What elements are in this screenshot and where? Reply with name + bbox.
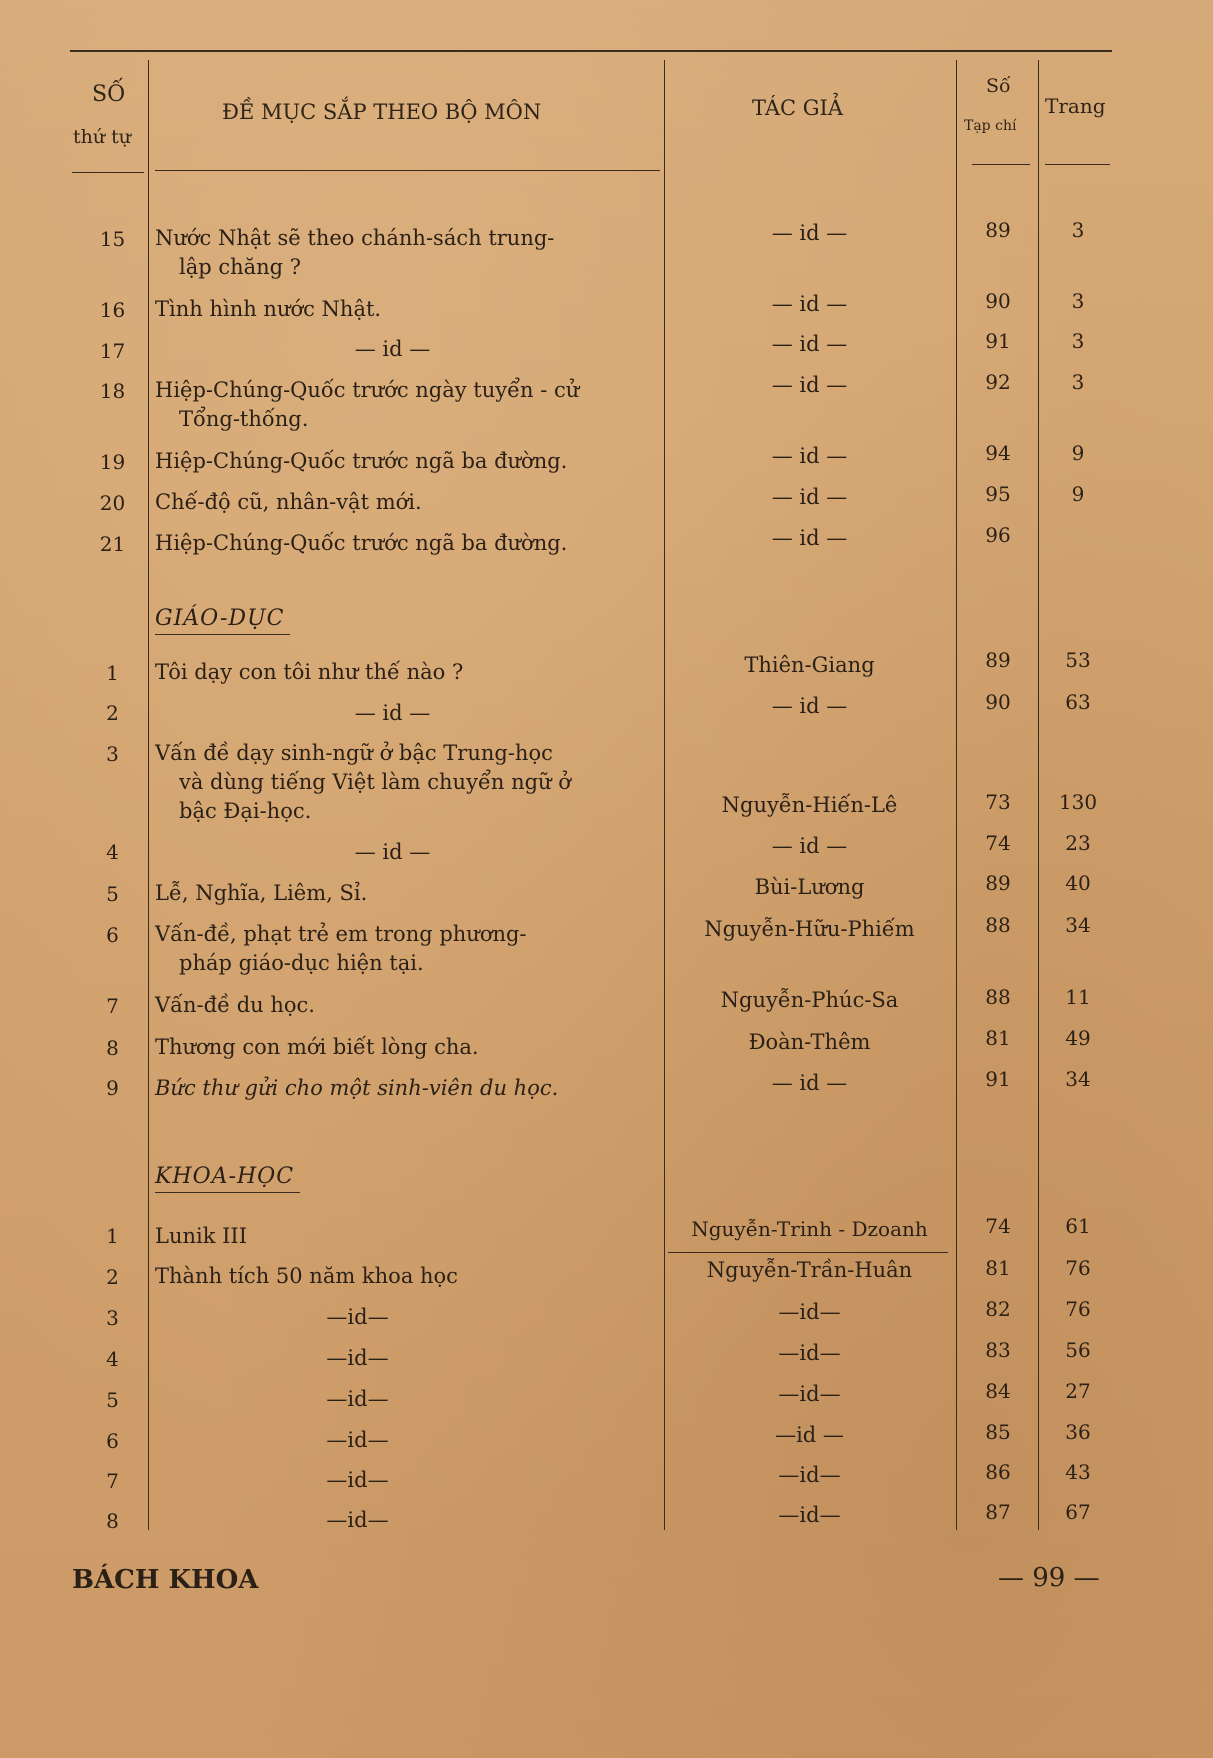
row-issue: 74 bbox=[985, 831, 1011, 855]
row-title: Hiệp-Chúng-Quốc trước ngã ba đường. bbox=[155, 531, 568, 555]
row-page: 63 bbox=[1065, 690, 1091, 714]
header-so: SỐ bbox=[92, 82, 126, 107]
row-page: 36 bbox=[1065, 1420, 1091, 1444]
row-issue: 73 bbox=[985, 790, 1011, 814]
row-title-line1: Hiệp-Chúng-Quốc trước ngày tuyển - cử bbox=[155, 378, 580, 402]
row-issue: 81 bbox=[985, 1026, 1011, 1050]
row-number: 6 bbox=[106, 923, 119, 947]
row-title bbox=[155, 739, 660, 826]
row-title-line2: Tổng-thống. bbox=[179, 407, 309, 431]
row-page: 3 bbox=[1071, 289, 1085, 313]
row-issue: 84 bbox=[985, 1379, 1011, 1403]
row-title-line2: và dùng tiếng Việt làm chuyển ngữ ở bbox=[179, 770, 571, 794]
row-number: 8 bbox=[106, 1509, 119, 1533]
row-issue: 88 bbox=[985, 913, 1011, 937]
row-issue: 87 bbox=[985, 1500, 1011, 1524]
row-author: — id — bbox=[771, 1071, 848, 1095]
row-page: 130 bbox=[1058, 790, 1098, 814]
row-author: Nguyễn-Trần-Huân bbox=[706, 1258, 913, 1282]
row-author: Nguyễn-Phúc-Sa bbox=[720, 988, 899, 1012]
row-page: 3 bbox=[1071, 218, 1085, 242]
row-issue: 89 bbox=[985, 648, 1011, 672]
header-tap-chi: Tạp chí bbox=[964, 118, 1017, 134]
row-number: 15 bbox=[99, 227, 126, 251]
row-title-line1: Vấn đề dạy sinh-ngữ ở bậc Trung-học bbox=[155, 741, 553, 765]
section-heading-giao-duc: GIÁO-DỤC bbox=[155, 604, 290, 635]
row-number: 9 bbox=[106, 1076, 119, 1100]
row-title: —id— bbox=[326, 1468, 389, 1492]
row-title: — id — bbox=[354, 701, 431, 725]
row-number: 4 bbox=[106, 1347, 119, 1371]
row-title: —id— bbox=[326, 1428, 389, 1452]
row-page: 61 bbox=[1065, 1214, 1091, 1238]
row-author: Nguyễn-Hữu-Phiếm bbox=[704, 917, 915, 941]
row-number: 19 bbox=[99, 450, 126, 474]
row-issue: 90 bbox=[985, 289, 1011, 313]
row-author: Nguyễn-Trinh - Dzoanh bbox=[691, 1217, 928, 1241]
row-title: Hiệp-Chúng-Quốc trước ngã ba đường. bbox=[155, 449, 568, 473]
row-author: —id— bbox=[778, 1300, 841, 1324]
row-page: 34 bbox=[1065, 913, 1091, 937]
column-divider-issue bbox=[1038, 60, 1039, 1530]
header-de-muc: ĐỀ MỤC SẮP THEO BỘ MÔN bbox=[222, 100, 542, 124]
header-rule-page bbox=[1045, 164, 1110, 165]
row-number: 3 bbox=[106, 1306, 119, 1330]
row-title: Tình hình nước Nhật. bbox=[155, 297, 382, 321]
row-number: 18 bbox=[99, 379, 126, 403]
row-number: 2 bbox=[106, 1265, 119, 1289]
row-issue: 94 bbox=[985, 441, 1011, 465]
row-title: — id — bbox=[354, 337, 431, 361]
row-title: — id — bbox=[354, 840, 431, 864]
section-heading-khoa-hoc: KHOA-HỌC bbox=[155, 1162, 300, 1193]
header-rule-no bbox=[72, 172, 144, 173]
header-rule-title bbox=[155, 170, 660, 171]
row-issue: 92 bbox=[985, 370, 1011, 394]
row-author: Thiên-Giang bbox=[744, 653, 875, 677]
row-author: — id — bbox=[771, 526, 848, 550]
row-number: 5 bbox=[106, 882, 119, 906]
row-issue: 89 bbox=[985, 871, 1011, 895]
row-page: 67 bbox=[1065, 1500, 1091, 1524]
row-title: —id— bbox=[326, 1346, 389, 1370]
column-divider-no bbox=[148, 60, 149, 1530]
row-title: Lunik III bbox=[155, 1224, 247, 1248]
footer-publication: BÁCH KHOA bbox=[72, 1565, 259, 1595]
row-number: 3 bbox=[106, 742, 119, 766]
row-number: 8 bbox=[106, 1036, 119, 1060]
header-rule-issue bbox=[972, 164, 1030, 165]
row-page: 49 bbox=[1065, 1026, 1091, 1050]
row-page: 11 bbox=[1065, 985, 1091, 1009]
row-issue: 74 bbox=[985, 1214, 1011, 1238]
row-author: —id— bbox=[778, 1341, 841, 1365]
row-title-line2: pháp giáo-dục hiện tại. bbox=[179, 951, 424, 975]
row-page: 40 bbox=[1065, 871, 1091, 895]
row-author: —id— bbox=[778, 1503, 841, 1527]
row-issue: 95 bbox=[985, 482, 1011, 506]
row-issue: 83 bbox=[985, 1338, 1011, 1362]
row-page: 53 bbox=[1065, 648, 1091, 672]
author-underline bbox=[668, 1252, 948, 1253]
row-title: —id— bbox=[326, 1508, 389, 1532]
row-title bbox=[155, 224, 660, 282]
row-issue: 96 bbox=[985, 523, 1011, 547]
row-page: 76 bbox=[1065, 1256, 1091, 1280]
header-so-tap-chi: Số bbox=[986, 75, 1011, 97]
row-issue: 86 bbox=[985, 1460, 1011, 1484]
row-page: 9 bbox=[1071, 441, 1085, 465]
row-author: — id — bbox=[771, 444, 848, 468]
row-title bbox=[155, 920, 660, 978]
row-number: 21 bbox=[99, 532, 126, 556]
top-rule bbox=[70, 50, 1112, 52]
row-author: Đoàn-Thêm bbox=[748, 1030, 871, 1054]
row-title: Thương con mới biết lòng cha. bbox=[155, 1035, 479, 1059]
row-author: — id — bbox=[771, 485, 848, 509]
row-author: — id — bbox=[771, 332, 848, 356]
row-title: Thành tích 50 năm khoa học bbox=[155, 1264, 458, 1288]
row-author: —id— bbox=[778, 1382, 841, 1406]
row-title-line1: Vấn-đề, phạt trẻ em trong phương- bbox=[155, 922, 527, 946]
row-number: 7 bbox=[106, 1469, 119, 1493]
header-tac-gia: TÁC GIẢ bbox=[752, 96, 844, 120]
row-number: 7 bbox=[106, 994, 119, 1018]
row-page: 23 bbox=[1065, 831, 1091, 855]
row-title: Chế-độ cũ, nhân-vật mới. bbox=[155, 490, 422, 514]
row-title bbox=[155, 376, 660, 434]
row-number: 20 bbox=[99, 491, 126, 515]
row-page: 34 bbox=[1065, 1067, 1091, 1091]
row-page: 3 bbox=[1071, 329, 1085, 353]
row-page: 3 bbox=[1071, 370, 1085, 394]
row-author: — id — bbox=[771, 292, 848, 316]
row-author: Nguyễn-Hiến-Lê bbox=[721, 793, 898, 817]
footer-page-number: — 99 — bbox=[998, 1563, 1100, 1593]
row-page: 56 bbox=[1065, 1338, 1091, 1362]
header-thu-tu: thứ tự bbox=[73, 126, 132, 148]
row-page: 9 bbox=[1071, 482, 1085, 506]
row-issue: 89 bbox=[985, 218, 1011, 242]
row-number: 16 bbox=[99, 298, 126, 322]
row-page: 43 bbox=[1065, 1460, 1091, 1484]
row-number: 17 bbox=[99, 339, 126, 363]
row-title: Vấn-đề du học. bbox=[155, 993, 315, 1017]
row-number: 6 bbox=[106, 1429, 119, 1453]
row-number: 4 bbox=[106, 840, 119, 864]
row-issue: 88 bbox=[985, 985, 1011, 1009]
row-title-line2: lập chăng ? bbox=[179, 255, 302, 279]
row-issue: 91 bbox=[985, 1067, 1011, 1091]
header-trang: Trang bbox=[1045, 94, 1106, 118]
row-issue: 90 bbox=[985, 690, 1011, 714]
row-number: 1 bbox=[106, 1224, 119, 1248]
row-page: 27 bbox=[1065, 1379, 1091, 1403]
row-title: Lễ, Nghĩa, Liêm, Sỉ. bbox=[155, 881, 368, 905]
row-issue: 81 bbox=[985, 1256, 1011, 1280]
row-title: —id— bbox=[326, 1387, 389, 1411]
row-title: Bức thư gửi cho một sinh-viên du học. bbox=[155, 1076, 559, 1100]
row-page: 76 bbox=[1065, 1297, 1091, 1321]
row-title: Tôi dạy con tôi như thế nào ? bbox=[155, 660, 464, 684]
row-issue: 85 bbox=[985, 1420, 1011, 1444]
row-title-line3: bậc Đại-học. bbox=[179, 799, 312, 823]
row-author: — id — bbox=[771, 373, 848, 397]
row-number: 5 bbox=[106, 1388, 119, 1412]
row-number: 2 bbox=[106, 701, 119, 725]
row-author: — id — bbox=[771, 694, 848, 718]
row-author: —id — bbox=[775, 1423, 844, 1447]
row-author: — id — bbox=[771, 221, 848, 245]
row-issue: 91 bbox=[985, 329, 1011, 353]
row-title-line1: Nước Nhật sẽ theo chánh-sách trung- bbox=[155, 226, 555, 250]
row-number: 1 bbox=[106, 661, 119, 685]
row-title: —id— bbox=[326, 1305, 389, 1329]
row-author: — id — bbox=[771, 834, 848, 858]
row-issue: 82 bbox=[985, 1297, 1011, 1321]
row-author: —id— bbox=[778, 1463, 841, 1487]
row-author: Bùi-Lương bbox=[754, 875, 865, 899]
